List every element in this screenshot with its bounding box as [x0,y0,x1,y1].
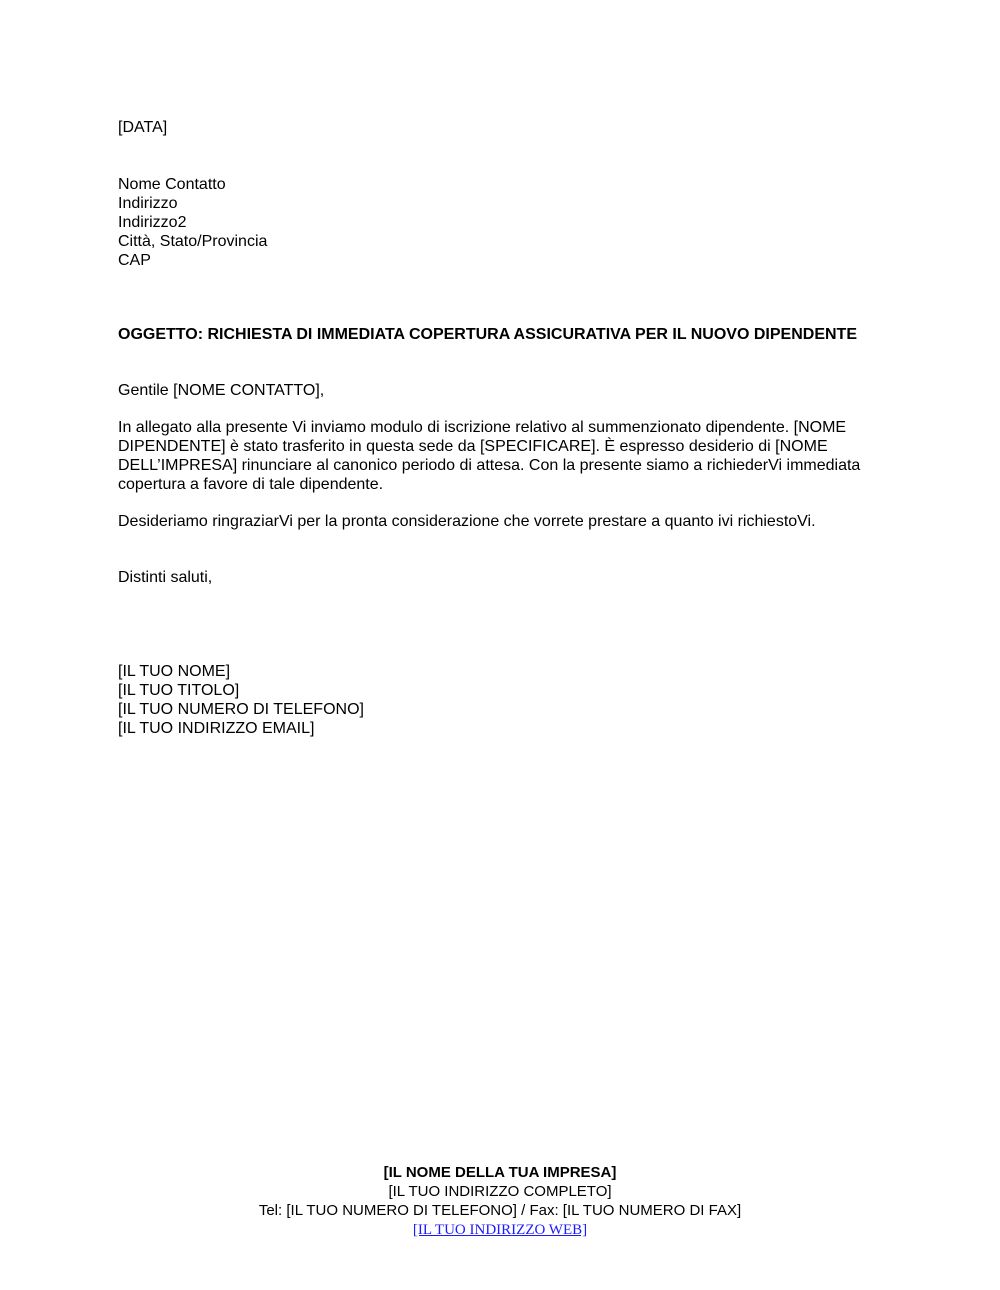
signature-title: [IL TUO TITOLO] [118,682,240,699]
recipient-address-line1: Indirizzo [118,195,178,212]
recipient-address-block [118,175,267,270]
body-line: DIPENDENTE] è stato trasferito in questa sede da [SPECIFICARE]. È espresso desiderio di [NOME [118,438,828,455]
letterhead-footer [0,1163,1000,1240]
signature-phone: [IL TUO NUMERO DI TELEFONO] [118,701,364,718]
body-line: In allegato alla presente Vi inviamo modulo di iscrizione relativo al summenzionato dipendente. [NOME [118,419,847,436]
letter-greeting: Gentile [NOME CONTATTO], [118,382,325,399]
letter-subject: OGGETTO: RICHIESTA DI IMMEDIATA COPERTURA ASSICURATIVA PER IL NUOVO DIPENDENTE [118,326,857,343]
letter-date: [DATA] [118,119,168,136]
recipient-postal-code: CAP [118,252,151,269]
signature-name: [IL TUO NOME] [118,663,231,680]
body-paragraph-2: Desideriamo ringraziarVi per la pronta considerazione che vorrete prestare a quanto ivi richiestoVi. [118,513,816,530]
signature-block [118,662,364,738]
footer-address: [IL TUO INDIRIZZO COMPLETO] [388,1183,612,1200]
recipient-city-state: Città, Stato/Provincia [118,233,268,250]
recipient-address-line2: Indirizzo2 [118,214,187,231]
signature-email: [IL TUO INDIRIZZO EMAIL] [118,720,315,737]
body-line: copertura a favore di tale dipendente. [118,476,384,493]
letter-closing: Distinti saluti, [118,569,213,586]
footer-contact: Tel: [IL TUO NUMERO DI TELEFONO] / Fax: [IL TUO NUMERO DI FAX] [258,1202,742,1219]
body-line: DELL’IMPRESA] rinunciare al canonico periodo di attesa. Con la presente siamo a richiederVi immediata [118,457,861,474]
recipient-name: Nome Contatto [118,176,226,193]
footer-web-link[interactable]: [IL TUO INDIRIZZO WEB] [412,1222,588,1238]
body-paragraph-1 [118,418,888,494]
footer-company-name: [IL NOME DELLA TUA IMPRESA] [383,1164,617,1181]
